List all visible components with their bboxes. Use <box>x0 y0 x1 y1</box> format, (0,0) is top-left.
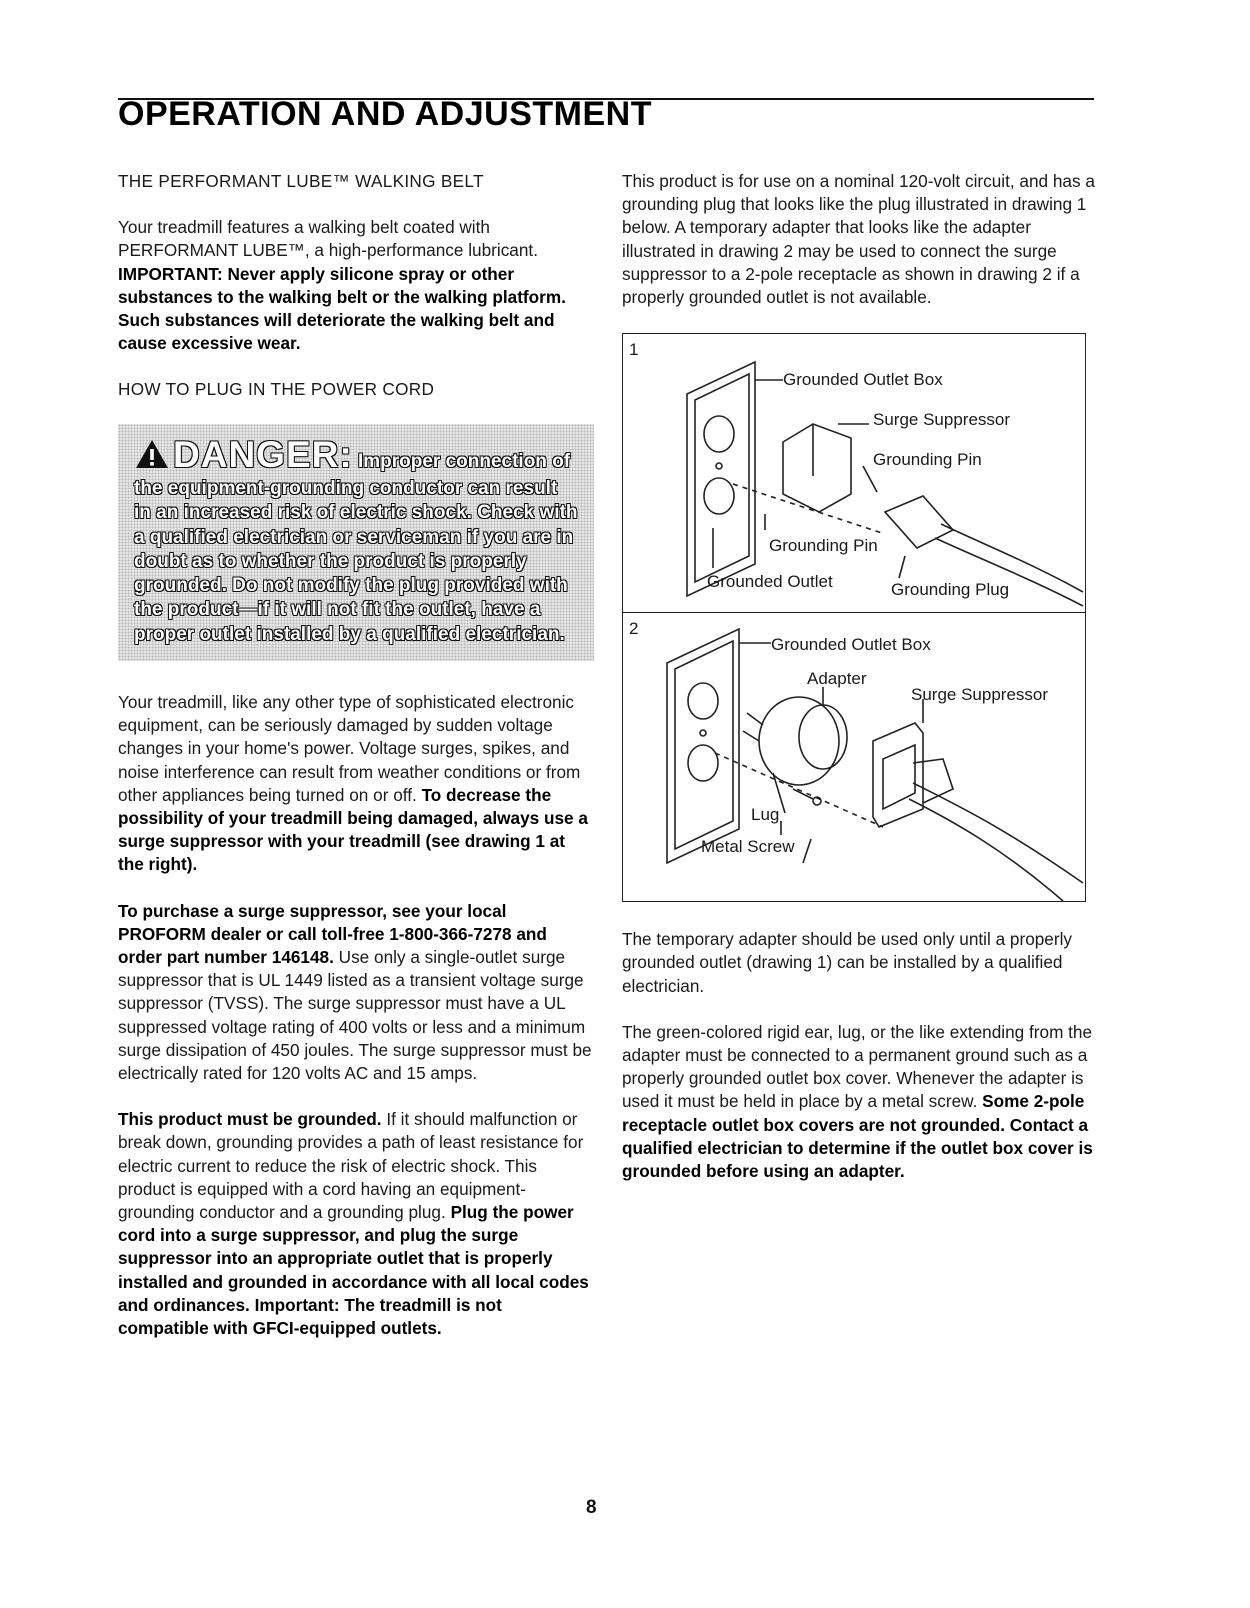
ground-bold-2: Plug the power cord into a surge suppressor, and plug the surge suppressor into an appropriate outlet that is properly installed and grounded in accordance with all local codes and ordinances. Important: The treadmill is not compatible with GFCI-equipped outlets. <box>118 1202 589 1339</box>
danger-word: DANGER: <box>173 433 353 475</box>
drawing-2-surge-suppressor-label: Surge Suppressor <box>911 685 1049 705</box>
green-lug-bold: Some 2-pole receptacle outlet box covers are not grounded. Contact a qualified electrician to determine if the outlet box cover is grounded before using an adapter. <box>622 1091 1093 1182</box>
drawing-1-grounding-plug-label: Grounding Plug <box>891 580 1010 600</box>
belt-important: IMPORTANT: Never apply silicone spray or other substances to the walking belt or the walking platform. Such substances will deteriorate the walking belt and cause excessive wear. <box>118 263 566 354</box>
drawing-2 <box>623 613 1085 901</box>
danger-text: Improper connection of the equipment-grounding conductor can result in an increased risk of electric shock. Check with a qualified electrician or serviceman if you are in doubt as to whether the product is properly grounded. Do not modify the plug provided with the product—if it will not fit the outlet, have a proper outlet installed by a qualified electrician. <box>134 450 578 645</box>
drawings-figure <box>622 333 1086 902</box>
drawing-1-outlet-box-label: Grounded Outlet Box <box>783 370 943 390</box>
page-title: OPERATION AND ADJUSTMENT <box>118 95 652 133</box>
surge-text: Your treadmill, like any other type of sophisticated electronic equipment, can be seriously damaged by sudden voltage changes in your home's power. Voltage surges, spikes, and noise interference can result from weather conditions or from other appliances being turned on or off. <box>118 692 581 805</box>
drawing-1-surge-suppressor-label: Surge Suppressor <box>873 410 1011 430</box>
danger-box <box>118 424 594 661</box>
surge-paragraph <box>118 691 594 877</box>
drawing-2-outlet-box-label: Grounded Outlet Box <box>771 635 931 655</box>
belt-heading: THE PERFORMANT LUBE™ WALKING BELT <box>118 171 484 191</box>
purchase-paragraph <box>118 900 594 1086</box>
temp-adapter-paragraph: The temporary adapter should be used only until a properly grounded outlet (drawing 1) can be installed by a qualified electrician. <box>622 929 1073 996</box>
purchase-text: Use only a single-outlet surge suppressor that is UL 1449 listed as a transient voltage surge suppressor (TVSS). The surge suppressor must have a UL suppressed voltage rating of 400 volts or less and a minimum surge dissipation of 450 joules. The surge suppressor must be electrically rated for 120 volts AC and 15 amps. <box>118 947 592 1084</box>
ground-paragraph <box>118 1108 594 1340</box>
drawing-1-grounded-outlet-label: Grounded Outlet <box>707 572 833 592</box>
drawing-1-number: 1 <box>629 340 639 360</box>
circuit-paragraph: This product is for use on a nominal 120-volt circuit, and has a grounding plug that looks like the plug illustrated in drawing 1 below. A temporary adapter that looks like the adapter illustrated in drawing 2 may be used to connect the surge suppressor to a 2-pole receptacle as shown in drawing 2 if a properly grounded outlet is not available. <box>622 171 1095 308</box>
right-column <box>622 170 1096 1206</box>
green-lug-text: The green-colored rigid ear, lug, or the like extending from the adapter must be connected to a permanent ground such as a properly grounded outlet box cover. Whenever the adapter is used it must be held in place by a metal screw. <box>622 1021 1093 1112</box>
cord-heading: HOW TO PLUG IN THE POWER CORD <box>118 379 435 400</box>
drawing-2-adapter-label: Adapter <box>807 669 867 689</box>
left-column <box>118 170 594 1363</box>
drawing-2-lug-label: Lug <box>751 805 780 825</box>
belt-paragraph <box>118 216 594 355</box>
green-lug-paragraph <box>622 1021 1096 1183</box>
ground-bold-1: This product must be grounded. <box>118 1109 382 1130</box>
drawing-2-number: 2 <box>629 619 639 639</box>
ground-text: If it should malfunction or break down, grounding provides a path of least resistance for electric current to reduce the risk of electric shock. This product is equipped with a cord having an equipment-grounding conductor and a grounding plug. <box>118 1109 584 1223</box>
drawing-1-grounding-pin-bottom-label: Grounding Pin <box>769 536 878 556</box>
drawing-1-grounding-pin-top-label: Grounding Pin <box>873 450 982 470</box>
warning-triangle-icon <box>134 438 170 477</box>
drawing-2-metal-screw-label: Metal Screw <box>701 837 795 857</box>
purchase-bold: To purchase a surge suppressor, see your local PROFORM dealer or call toll-free 1-800-366-7278 and order part number 146148. <box>118 900 547 968</box>
belt-intro: Your treadmill features a walking belt coated with PERFORMANT LUBE™, a high-performance lubricant. <box>118 217 538 261</box>
page-number: 8 <box>586 1497 597 1518</box>
drawing-1 <box>623 334 1085 613</box>
surge-bold: To decrease the possibility of your treadmill being damaged, always use a surge suppressor with your treadmill (see drawing 1 at the right). <box>118 784 588 875</box>
